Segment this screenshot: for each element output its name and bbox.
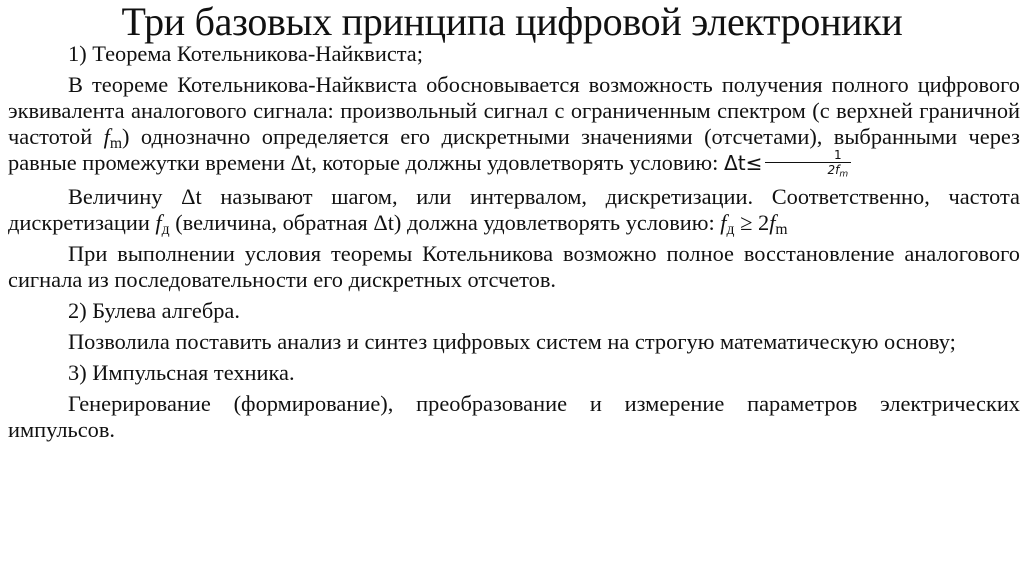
- var-f: f: [103, 124, 110, 149]
- denominator-subscript: m: [839, 169, 849, 180]
- slide-body: [8, 41, 1020, 448]
- fraction-denominator: [765, 162, 852, 180]
- item1-heading: 1) Теорема Котельникова-Найквиста;: [68, 41, 423, 66]
- item3-paragraph-1: Генерирование (формирование), преобразование и измерение параметров электрических импульсов.: [8, 391, 1020, 443]
- subscript: m: [775, 221, 788, 239]
- text-segment: ) однозначно определяется его дискретными значениями (отсчетами), выбранными через равные промежутки времени Δt, которые должны удовлетворять условию:: [8, 124, 1020, 175]
- item1-paragraph-3: При выполнении условия теоремы Котельникова возможно полное восстановление аналогового сигнала из последовательности его дискретных отсчетов.: [8, 241, 1020, 293]
- text-segment: (величина, обратная Δt) должна удовлетворять условию:: [169, 210, 721, 236]
- item2-heading: 2) Булева алгебра.: [68, 298, 240, 324]
- subscript: д: [726, 221, 735, 239]
- item1-paragraph-2: [8, 184, 1020, 239]
- var-f: f: [720, 210, 727, 236]
- text-segment: Величину Δt называют шагом, или интервалом, дискретизации. Соответственно, частота дискретизации: [8, 184, 1020, 236]
- var-f: f: [155, 210, 162, 236]
- text-segment: В теореме Котельникова-Найквиста обосновывается возможность получения полного цифрового эквивалента аналогового сигнала: произвольный сигнал с ограниченным спектром (с верхней граничной частотой: [8, 72, 1020, 149]
- item2-paragraph-1: Позволила поставить анализ и синтез цифровых систем на строгую математическую основу;: [68, 329, 956, 355]
- slide-title: Три базовых принципа цифровой электроники: [121, 0, 903, 44]
- var-f: f: [769, 210, 776, 236]
- condition-delta-t: Δt≤: [723, 151, 763, 175]
- subscript: m: [109, 134, 123, 152]
- item3-heading: 3) Импульсная техника.: [68, 360, 295, 386]
- item1-paragraph-1: [8, 72, 1020, 179]
- fraction-numerator: 1: [834, 148, 842, 163]
- subscript: д: [161, 221, 170, 239]
- denominator-text: 2f: [827, 163, 840, 178]
- relation: ≥ 2: [734, 210, 770, 236]
- fraction: [765, 148, 852, 180]
